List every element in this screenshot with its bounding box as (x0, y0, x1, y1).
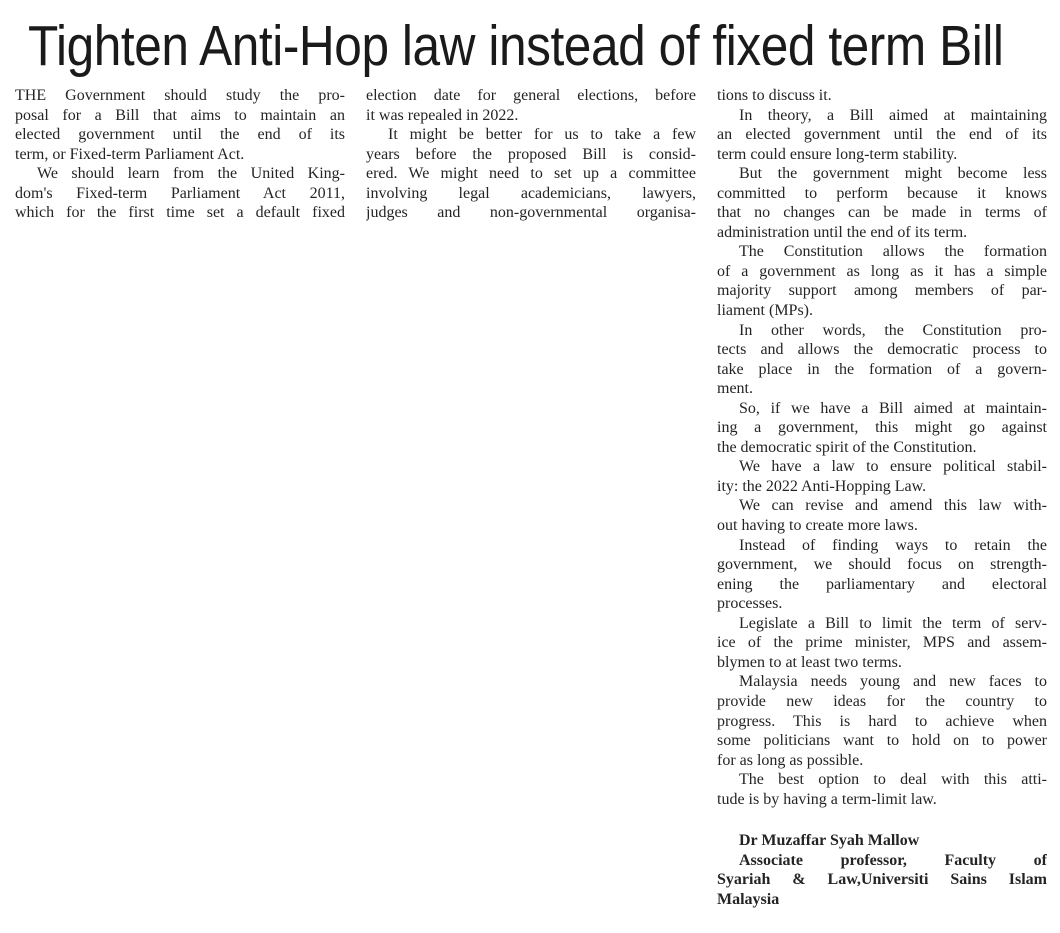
column-2 (366, 86, 696, 909)
text-line: Instead of finding ways to retain the (739, 536, 1047, 554)
text-line: elected government until the end of its (15, 126, 345, 144)
text-line: election date for general elections, before (366, 87, 696, 104)
text-line: ment. (717, 380, 753, 398)
headline: Tighten Anti-Hop law instead of fixed term Bill (28, 14, 1004, 78)
column-1 (15, 86, 345, 909)
text-line: ered. We might need to set up a committee (366, 165, 696, 183)
text-line: So, if we have a Bill aimed at maintain- (739, 399, 1047, 417)
author-line: Associate professor, Faculty of (739, 851, 1047, 869)
text-line: liament (MPs). (717, 302, 813, 320)
author-line: Malaysia (717, 890, 780, 908)
text-line: The best option to deal with this atti- (739, 771, 1047, 789)
text-line: But the government might become less (739, 165, 1047, 183)
text-line: for as long as possible. (717, 751, 864, 769)
text-line: of a government as long as it has a simple (717, 262, 1047, 280)
text-line: ing a government, this might go against (717, 419, 1047, 437)
text-line: In theory, a Bill aimed at maintaining (739, 106, 1047, 124)
column-3 (717, 86, 1047, 909)
text-line: take place in the formation of a govern- (717, 360, 1047, 378)
text-line: out having to create more laws. (717, 517, 918, 535)
text-line: committed to perform because it knows (717, 184, 1047, 202)
text-line: judges and non-governmental organisa- (366, 204, 696, 222)
text-line: that no changes can be made in terms of (717, 204, 1047, 222)
text-line: ity: the 2022 Anti-Hopping Law. (717, 477, 927, 495)
text-line: which for the first time set a default fixed (15, 204, 345, 222)
text-line: the democratic spirit of the Constitution. (717, 438, 977, 456)
text-line: involving legal academicians, lawyers, (366, 184, 696, 202)
text-line: majority support among members of par- (717, 282, 1047, 300)
text-line: It might be better for us to take a few (388, 126, 696, 144)
text-line: government, we should focus on strength- (717, 556, 1047, 574)
text-line: In other words, the Constitution pro- (739, 321, 1047, 339)
text-line: Legislate a Bill to limit the term of serv- (739, 614, 1047, 632)
text-line: tects and allows the democratic process to (717, 341, 1047, 359)
text-line: term, or Fixed-term Parliament Act. (15, 145, 245, 163)
text-line: Malaysia needs young and new faces to (739, 673, 1047, 691)
text-line: posal for a Bill that aims to maintain an (15, 106, 345, 124)
text-line: some politicians want to hold on to power (717, 732, 1047, 750)
text-line: tude is by having a term-limit law. (717, 790, 937, 808)
author-line: Syariah & Law,Universiti Sains Islam (717, 871, 1047, 889)
text-line: progress. This is hard to achieve when (717, 712, 1047, 730)
spacer (717, 809, 1047, 831)
text-line: We have a law to ensure political stabil- (739, 458, 1047, 476)
author-line: Dr Muzaffar Syah Mallow (739, 832, 920, 850)
text-line: THE Government should study the pro- (15, 87, 345, 104)
text-line: administration until the end of its term. (717, 223, 968, 241)
text-line: The Constitution allows the formation (739, 243, 1047, 261)
text-line: provide new ideas for the country to (717, 692, 1047, 710)
article-body (0, 86, 1060, 909)
text-line: ice of the prime minister, MPS and assem- (717, 634, 1047, 652)
text-line: blymen to at least two terms. (717, 653, 902, 671)
text-line: processes. (717, 595, 783, 613)
text-line: We can revise and amend this law with- (739, 497, 1047, 515)
text-line: an elected government until the end of its (717, 126, 1047, 144)
text-line: We should learn from the United King- (37, 165, 345, 183)
text-line: dom's Fixed-term Parliament Act 2011, (15, 184, 345, 202)
text-line: term could ensure long-term stability. (717, 145, 958, 163)
text-line: ening the parliamentary and electoral (717, 575, 1047, 593)
text-line: years before the proposed Bill is consid- (366, 145, 696, 163)
text-line: it was repealed in 2022. (366, 106, 519, 124)
text-line: tions to discuss it. (717, 87, 832, 104)
